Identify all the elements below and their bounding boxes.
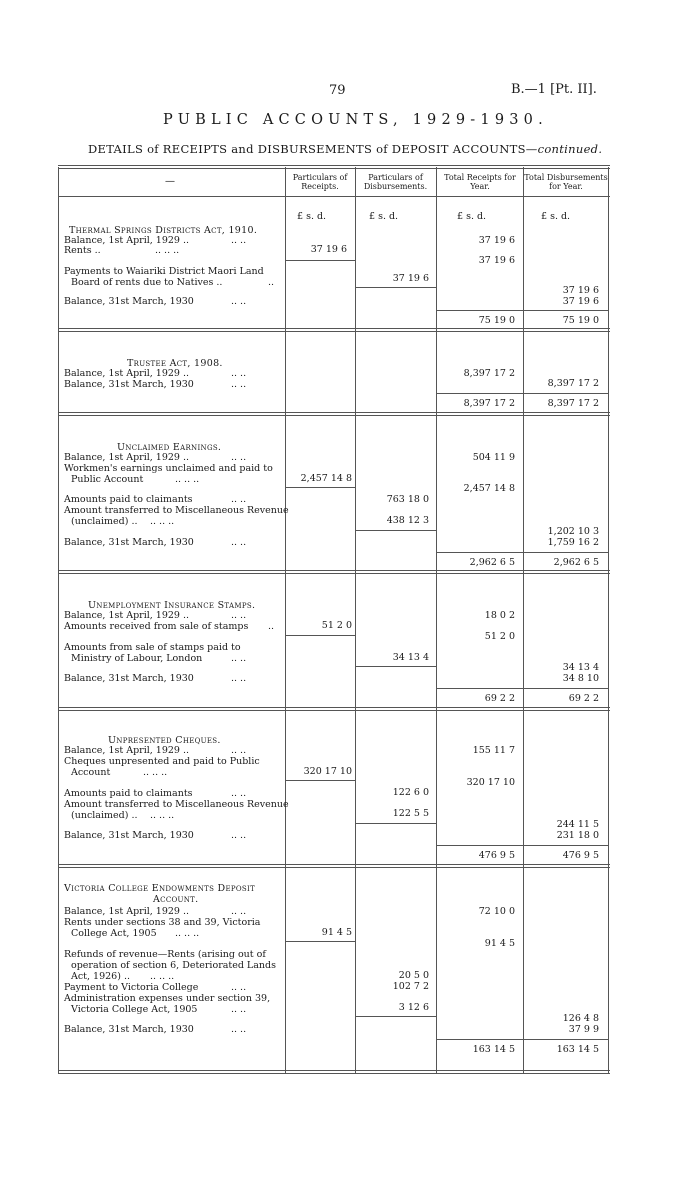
row-label: (unclaimed) .. [71,516,138,527]
col-divider-left [58,167,59,1074]
row-label: Balance, 1st April, 1929 .. [64,235,190,246]
col-divider-1 [285,167,286,1074]
row-label: Administration expenses under section 39, [64,993,271,1004]
cell: 122 6 0 [392,787,429,798]
rule [285,780,355,781]
leader-dots: .. .. [231,610,247,621]
cell: 231 18 0 [556,830,599,841]
header-rule [58,196,610,197]
cell: 91 4 5 [321,927,352,938]
cell: 20 5 0 [398,970,429,981]
section-title: Trustee Act, 1908. [127,358,223,369]
row-label: Public Account [71,474,144,485]
row-label: Balance, 1st April, 1929 .. [64,610,190,621]
leader-dots: .. .. [231,906,247,917]
section-title: Thermal Springs Districts Act, 1910. [69,225,258,236]
rule [285,941,355,942]
leader-dots: .. .. .. [175,928,200,939]
row-label: Payment to Victoria College [64,982,199,993]
leader-dots: .. .. .. [150,516,175,527]
section-title: Victoria College Endowments Deposit [64,883,256,894]
row-label: Board of rents due to Natives .. [71,277,223,288]
leader-dots: .. .. .. [150,810,175,821]
cell: 122 5 5 [392,808,429,819]
cell: 8,397 17 2 [547,378,599,389]
cell: 438 12 3 [386,515,429,526]
row-label: Amounts from sale of stamps paid to [64,642,241,653]
cell: 51 2 0 [484,631,515,642]
leader-dots: .. .. [231,653,247,664]
cell: 34 8 10 [562,673,599,684]
lsd-total-disbursements: £ s. d. [541,211,571,222]
row-label: Balance, 1st April, 1929 .. [64,368,190,379]
leader-dots: .. .. [231,745,247,756]
col-divider-3 [436,167,437,1074]
cell: 8,397 17 2 [463,368,515,379]
leader-dots: .. .. [231,235,247,246]
leader-dots: .. .. [231,830,247,841]
rule [355,823,436,824]
section-end-rule [58,864,610,868]
row-label: Amounts received from sale of stamps [64,621,249,632]
leader-dots: .. .. [231,1024,247,1035]
row-label: Act, 1926) .. [71,971,130,982]
section-end-rule [58,570,610,574]
row-label: Account [71,767,111,778]
header-receipts: Particulars of Receipts. [292,173,348,191]
section-title: Unclaimed Earnings. [117,442,222,453]
rule [355,530,436,531]
row-label: Amount transferred to Miscellaneous Revenue [64,799,289,810]
row-label: Victoria College Act, 1905 [71,1004,198,1015]
row-label: Balance, 31st March, 1930 [64,379,194,390]
cell: 34 13 4 [562,662,599,673]
leader-dots: .. .. [231,452,247,463]
cell: 763 18 0 [386,494,429,505]
row-label: Amount transferred to Miscellaneous Revenue [64,505,289,516]
cell: 244 11 5 [556,819,599,830]
total-disbursements: 163 14 5 [556,1044,599,1055]
total-disbursements: 75 19 0 [562,315,599,326]
cell: 37 19 6 [562,296,599,307]
row-label: Workmen's earnings unclaimed and paid to [64,463,273,474]
lsd-receipts: £ s. d. [297,211,327,222]
leader-dots: .. [268,621,275,632]
leader-dots: .. .. .. [143,767,168,778]
header-total-receipts: Total Receipts for Year. [444,173,516,191]
lsd-total-receipts: £ s. d. [457,211,487,222]
leader-dots: .. .. [231,368,247,379]
leader-dots: .. .. .. [175,474,200,485]
cell: 72 10 0 [478,906,515,917]
section-title: Account. [153,894,199,905]
leader-dots: .. .. [231,1004,247,1015]
rule [355,1016,436,1017]
row-label: Balance, 31st March, 1930 [64,1024,194,1035]
leader-dots: .. .. .. [155,245,180,256]
section-end-rule [58,707,610,711]
row-label: Payments to Waiariki District Maori Land [64,266,264,277]
cell: 37 19 6 [562,285,599,296]
leader-dots: .. .. [231,673,247,684]
row-label: operation of section 6, Deteriorated Lands [71,960,276,971]
page-subtitle [88,142,602,156]
section-title: Unpresented Cheques. [108,735,221,746]
cell: 1,202 10 3 [547,526,599,537]
section-end-rule [58,328,610,332]
row-label: Balance, 1st April, 1929 .. [64,906,190,917]
cell: 18 0 2 [484,610,515,621]
section-end-rule [58,412,610,416]
table-bottom-rule [58,1070,610,1074]
row-label: (unclaimed) .. [71,810,138,821]
cell: 1,759 16 2 [547,537,599,548]
row-label: Ministry of Labour, London [71,653,203,664]
subtitle-continued: —continued. [525,142,603,156]
total-receipts: 69 2 2 [484,693,515,704]
rule [436,552,608,553]
rule [436,1039,608,1040]
row-label: Amounts paid to claimants [64,494,193,505]
leader-dots: .. [268,277,275,288]
leader-dots: .. .. [231,296,247,307]
leader-dots: .. .. [231,379,247,390]
col-divider-2 [355,167,356,1074]
page-title: PUBLIC ACCOUNTS, 1929-1930. [163,112,548,128]
rule [355,287,436,288]
rule [436,688,608,689]
page-reference: B.—1 [Pt. II]. [511,82,597,97]
leader-dots: .. .. [231,537,247,548]
header-blank: — [165,176,175,187]
row-label: Balance, 31st March, 1930 [64,537,194,548]
row-label: Cheques unpresented and paid to Public [64,756,260,767]
row-label: Balance, 31st March, 1930 [64,673,194,684]
cell: 2,457 14 8 [463,483,515,494]
col-divider-right [608,167,609,1074]
total-receipts: 8,397 17 2 [463,398,515,409]
leader-dots: .. .. [231,788,247,799]
cell: 37 19 6 [392,273,429,284]
rule [436,845,608,846]
cell: 37 19 6 [478,235,515,246]
total-disbursements: 476 9 5 [562,850,599,861]
row-label: Balance, 1st April, 1929 .. [64,745,190,756]
total-disbursements: 8,397 17 2 [547,398,599,409]
total-receipts: 163 14 5 [472,1044,515,1055]
leader-dots: .. .. [231,494,247,505]
subtitle-main: DETAILS of RECEIPTS and DISBURSEMENTS of DEPOSIT ACCOUNTS [88,142,526,156]
total-receipts: 2,962 6 5 [469,557,515,568]
total-disbursements: 69 2 2 [568,693,599,704]
total-receipts: 75 19 0 [478,315,515,326]
row-label: Balance, 1st April, 1929 .. [64,452,190,463]
cell: 102 7 2 [392,981,429,992]
cell: 2,457 14 8 [300,473,352,484]
row-label: Balance, 31st March, 1930 [64,296,194,307]
cell: 320 17 10 [303,766,352,777]
row-label: Amounts paid to claimants [64,788,193,799]
cell: 37 19 6 [310,244,347,255]
cell: 320 17 10 [466,777,515,788]
header-total-disbursements: Total Disbursements for Year. [524,173,608,191]
page-number: 79 [329,83,346,98]
leader-dots: .. .. .. [150,971,175,982]
cell: 3 12 6 [398,1002,429,1013]
cell: 51 2 0 [321,620,352,631]
cell: 504 11 9 [472,452,515,463]
cell: 37 19 6 [478,255,515,266]
leader-dots: .. .. [231,982,247,993]
rule [285,487,355,488]
header-disbursements: Particulars of Disbursements. [363,173,428,191]
table-top-rule [58,165,610,169]
row-label: Balance, 31st March, 1930 [64,830,194,841]
cell: 155 11 7 [472,745,515,756]
total-receipts: 476 9 5 [478,850,515,861]
cell: 91 4 5 [484,938,515,949]
row-label: Refunds of revenue—Rents (arising out of [64,949,266,960]
rule [436,393,608,394]
lsd-disbursements: £ s. d. [369,211,399,222]
rule [285,635,355,636]
total-disbursements: 2,962 6 5 [553,557,599,568]
rule [436,310,608,311]
rule [355,666,436,667]
cell: 126 4 8 [562,1013,599,1024]
row-label: College Act, 1905 [71,928,157,939]
col-divider-4 [523,167,524,1074]
cell: 37 9 9 [568,1024,599,1035]
row-label: Rents under sections 38 and 39, Victoria [64,917,261,928]
row-label: Rents .. [64,245,101,256]
section-title: Unemployment Insurance Stamps. [88,600,256,611]
cell: 34 13 4 [392,652,429,663]
rule [285,260,355,261]
